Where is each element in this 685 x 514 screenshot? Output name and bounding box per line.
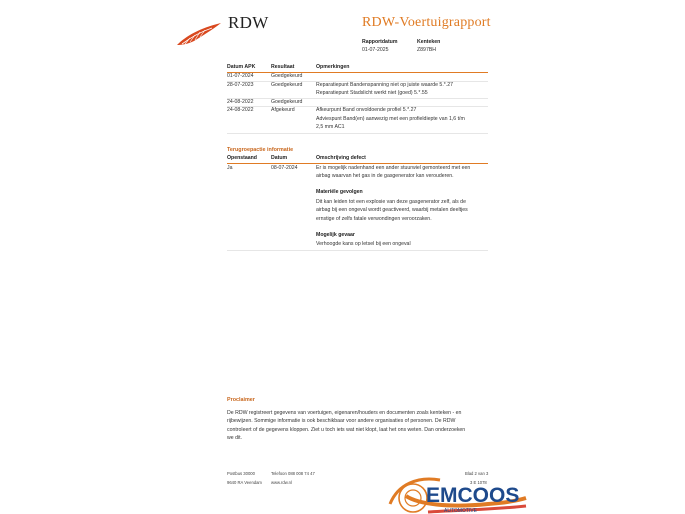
apk-row-remark: Afkeurpunt Band onvoldoende profiel 5.*.27: [316, 107, 417, 113]
disclaimer-title: Proclaimer: [227, 397, 255, 403]
apk-row-remark: Reparatiepunt Stadslicht werkt niet (goed) 5.*.55: [316, 90, 428, 96]
footer-code: 3 E 1078: [470, 480, 487, 485]
apk-header-remarks: Opmerkingen: [316, 64, 350, 70]
footer-city: 9640 RA Veendam: [227, 480, 262, 485]
apk-header-date: Datum APK: [227, 64, 256, 70]
consequences-line: Dit kan leiden tot een explosie van deze gasgenerator zelf, als de: [316, 199, 466, 205]
footer-postbus: Postbus 30000: [227, 471, 255, 476]
row-divider: [227, 98, 488, 99]
danger-title: Mogelijk gevaar: [316, 232, 355, 238]
emcoos-watermark-logo: [388, 474, 528, 514]
rdw-logo-mark: [176, 22, 222, 46]
apk-row-result: Goedgekeurd: [271, 99, 303, 105]
plate-label: Kenteken: [417, 39, 441, 45]
danger-line: Verhoogde kans op letsel bij een ongeval: [316, 241, 411, 247]
recall-status: Ja: [227, 165, 233, 171]
apk-row-result: Goedgekeurd: [271, 73, 303, 79]
recall-section-title: Terugroepactie informatie: [227, 147, 294, 153]
row-divider: [227, 250, 488, 251]
brand-logo-text: RDW: [228, 13, 269, 32]
footer-web: www.rdw.nl: [271, 480, 292, 485]
recall-header-open: Openstaand: [227, 155, 257, 161]
apk-row-date: 24-08-2022: [227, 107, 254, 113]
recall-date: 08-07-2024: [271, 165, 298, 171]
disclaimer-line: controleert of de gegevens kloppen. Ziet u toch iets wat niet klopt, laat het ons weten. Dan onderzoeken: [227, 427, 466, 433]
recall-description-line: airbag waarvan het gas in de gasgenerator kan verouderen.: [316, 173, 454, 179]
report-date-label: Rapportdatum: [362, 39, 398, 45]
apk-header-result: Resultaat: [271, 64, 295, 70]
disclaimer-line: we dit.: [227, 435, 242, 441]
apk-header-rule: [227, 72, 488, 73]
watermark-text: EMCOOS: [426, 484, 520, 507]
report-title: RDW-Voertuigrapport: [362, 15, 491, 30]
apk-row-remark: Reparatiepunt Bandenspanning niet op juiste waarde 5.*.27: [316, 82, 453, 88]
apk-row-date: 24-08-2022: [227, 99, 254, 105]
plate-value: Z897BH: [417, 47, 437, 53]
apk-row-date: 01-07-2024: [227, 73, 254, 79]
report-date-value: 01-07-2025: [362, 47, 389, 53]
apk-row-remark: 2,5 mm AC1: [316, 124, 345, 130]
watermark-subtext: AUTOMOTIVE: [444, 508, 477, 514]
apk-row-date: 28-07-2023: [227, 82, 254, 88]
recall-description-line: Er is mogelijk nadenhand een ander stuurwiel gemonteerd met een: [316, 165, 471, 171]
recall-header-date: Datum: [271, 155, 288, 161]
apk-row-result: Afgekeurd: [271, 107, 295, 113]
disclaimer-line: rijbewijzen. Sommige informatie is ook beschikbaar voor andere organisaties of personen. De RDW: [227, 418, 456, 424]
consequences-line: airbag bij een ongeval wordt geactiveerd, waarbij metalen deeltjes: [316, 207, 468, 213]
consequences-line: ernstige of zelfs fatale verwondingen veroorzaken.: [316, 216, 432, 222]
disclaimer-line: De RDW registreert gegevens van voertuigen, eigenaren/houders en documenten zoals kenteken - en: [227, 410, 462, 416]
apk-row-result: Goedgekeurd: [271, 82, 303, 88]
row-divider: [227, 133, 488, 134]
apk-row-remark: Adviespunt Band(en) aanwezig met een profieldiepte van 1,6 t/m: [316, 116, 465, 122]
footer-page: Blad 2 van 3: [465, 471, 489, 476]
recall-header-description: Omschrijving defect: [316, 155, 366, 161]
consequences-title: Materiële gevolgen: [316, 189, 363, 195]
footer-phone: Telefoon 088 008 74 47: [271, 471, 315, 476]
